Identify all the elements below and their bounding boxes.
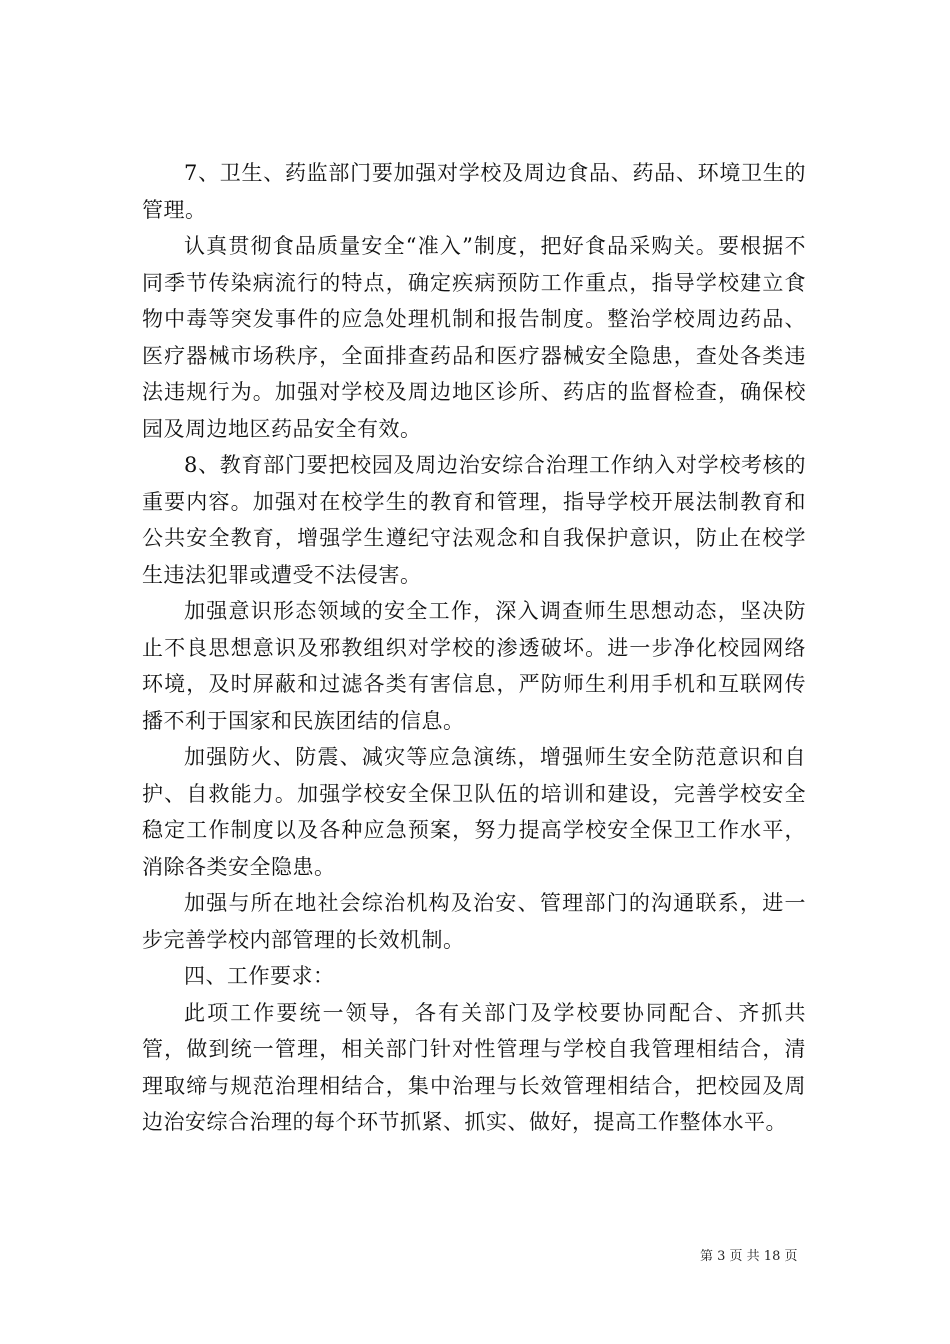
paragraph-education-dept: 8、教育部门要把校园及周边治安综合治理工作纳入对学校考核的重要内容。加强对在校学生的教育和管理，指导学校开展法制教育和公共安全教育，增强学生遵纪守法观念和自我保护意识，防止在校学生违法犯罪或遭受不法侵害。 xyxy=(142,453,806,587)
paragraph-communication: 加强与所在地社会综治机构及治安、管理部门的沟通联系，进一步完善学校内部管理的长效机制。 xyxy=(142,891,806,952)
paragraph-unified-leadership: 此项工作要统一领导，各有关部门及学校要协同配合、齐抓共管，做到统一管理，相关部门针对性管理与学校自我管理相结合，清理取缔与规范治理相结合，集中治理与长效管理相结合，把校园及周边治安综合治理的每个环节抓紧、抓实、做好，提高工作整体水平。 xyxy=(142,1000,806,1134)
paragraph-ideology-security: 加强意识形态领域的安全工作，深入调查师生思想动态，坚决防止不良思想意识及邪教组织对学校的渗透破坏。进一步净化校园网络环境，及时屏蔽和过滤各类有害信息，严防师生利用手机和互联网传播不利于国家和民族团结的信息。 xyxy=(142,599,806,733)
paragraph-health-dept: 7、卫生、药监部门要加强对学校及周边食品、药品、环境卫生的管理。 xyxy=(142,161,806,222)
page-number-footer: 第 3 页 共 18 页 xyxy=(700,1249,798,1264)
paragraph-food-safety: 认真贯彻食品质量安全“准入”制度，把好食品采购关。要根据不同季节传染病流行的特点，确定疾病预防工作重点，指导学校建立食物中毒等突发事件的应急处理机制和报告制度。整治学校周边药品、医疗器械市场秩序，全面排查药品和医疗器械安全隐患，查处各类违法违规行为。加强对学校及周边地区诊所、药店的监督检查，确保校园及周边地区药品安全有效。 xyxy=(142,234,806,441)
document-body xyxy=(142,155,806,1141)
paragraph-emergency-drills: 加强防火、防震、减灾等应急演练，增强师生安全防范意识和自护、自救能力。加强学校安全保卫队伍的培训和建设，完善学校安全稳定工作制度以及各种应急预案，努力提高学校安全保卫工作水平，消除各类安全隐患。 xyxy=(142,745,806,879)
section-heading-work-requirements: 四、工作要求： xyxy=(184,964,335,988)
